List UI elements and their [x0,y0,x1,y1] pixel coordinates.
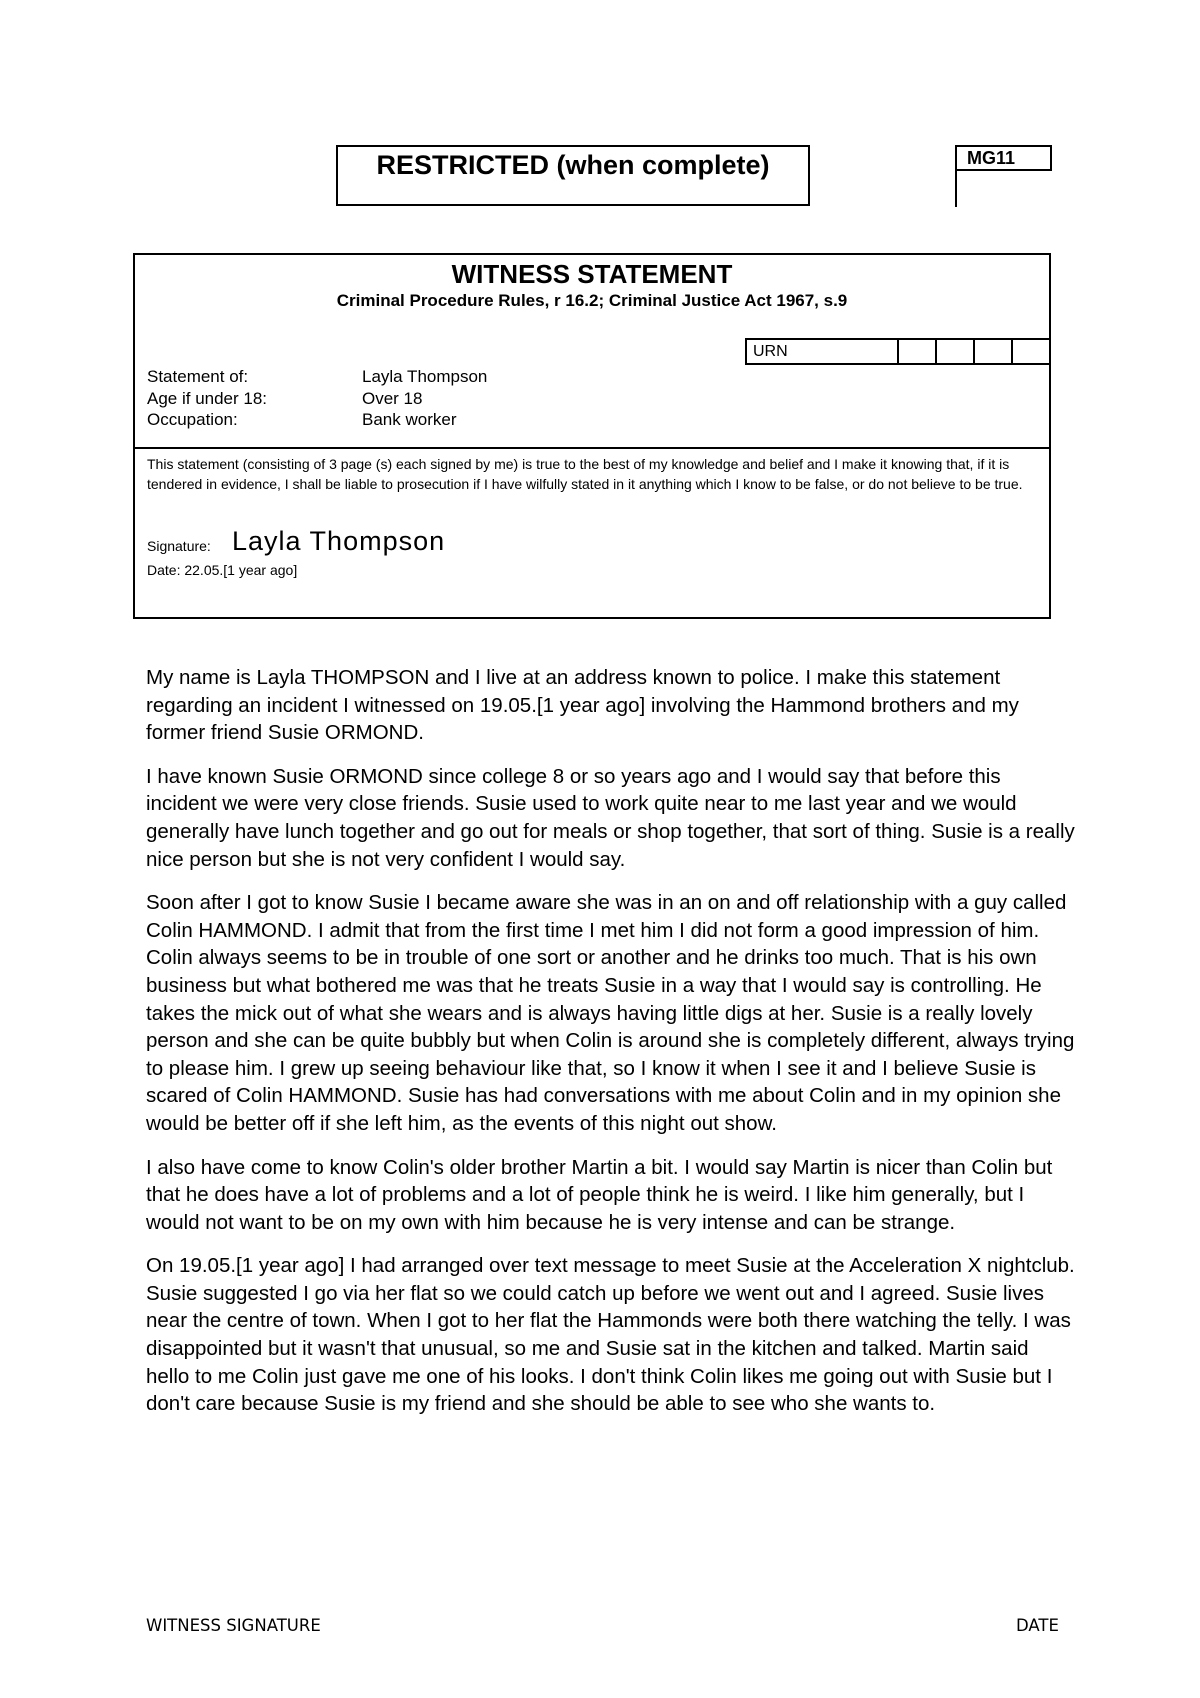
statement-paragraph: I also have come to know Colin's older brother Martin a bit. I would say Martin is nicer than Colin but that he does have a lot of problems and a lot of people think he is weird. I like him generally, but I would not want to be on my own with him because he is very intense and can be strange. [146,1155,1053,1234]
footer-date: DATE [1016,1616,1059,1635]
witness-statement-box [133,253,1051,619]
statement-paragraph: My name is Layla THOMPSON and I live at an address known to police. I make this statement regarding an incident I witnessed on 19.05.[1 year ago] involving the Hammond brothers and my former friend Susie ORMOND. [146,666,1019,745]
form-code-divider [955,170,957,207]
footer-witness-signature: WITNESS SIGNATURE [146,1616,321,1635]
restricted-text: RESTRICTED (when complete) [376,150,770,180]
age-value: Over 18 [362,389,423,408]
statement-paragraph: I have known Susie ORMOND since college 8 or so years ago and I would say that before this incident we were very close friends. Susie used to work quite near to me last year and we would generally have lunch together and go out for meals or shop together, that sort of thing. Susie is a really nice person but she is not very confident I would say. [146,764,1075,871]
urn-label: URN [747,340,899,363]
statement-body [146,664,1076,1434]
witness-statement-title: WITNESS STATEMENT [451,259,733,289]
statement-paragraph: On 19.05.[1 year ago] I had arranged over text message to meet Susie at the Acceleration X nightclub. Susie suggested I go via her flat so we could catch up before we went out and I agreed. Susie lives near the centre of town. When I got to her flat the Hammonds were both there watching the telly. I was disappointed but it wasn't that unusual, so me and Susie sat in the kitchen and talked. Martin said hello to me Colin just gave me one of his looks. I don't think Colin likes me going out with Susie but I don't care because Susie is my friend and she should be able to see who she wants to. [146,1254,1075,1416]
declaration-text: This statement (consisting of 3 page (s) each signed by me) is true to the best of my knowledge and belief and I make it knowing that, if it is tendered in evidence, I shall be liable to prosecution if I have wilfully stated in it anything which I know to be false, or do not believe to be true. [147,456,1023,492]
urn-cell[interactable] [899,340,937,363]
form-code-box [955,145,1052,171]
statement-paragraph: Soon after I got to know Susie I became aware she was in an on and off relationship with a guy called Colin HAMMOND. I admit that from the first time I met him I did not form a good impression of him. Colin always seems to be in trouble of one sort or another and he drinks too much. That is his own business but what bothered me was that he treats Susie in a way that I would say is controlling. He takes the mick out of what she wears and is always having little digs at her. Susie is a really lovely person and she can be quite bubbly but when Colin is around she is completely different, always trying to please him. I grew up seeing behaviour like that, so I know it when I see it and I believe Susie is scared of Colin HAMMOND. Susie has had conversations with me about Colin and in my opinion she would be better off if she left him, as the events of this night out show. [146,891,1075,1135]
signature-value: Layla Thompson [232,526,446,556]
urn-field [745,338,1051,365]
urn-cell[interactable] [937,340,975,363]
occupation-label: Occupation: [147,410,238,429]
statement-of-value: Layla Thompson [362,367,488,386]
statement-of-label: Statement of: [147,367,249,386]
signature-label: Signature: [147,538,211,554]
restricted-banner [336,145,810,206]
form-code: MG11 [967,148,1016,168]
statement-date: Date: 22.05.[1 year ago] [147,562,298,578]
age-label: Age if under 18: [147,389,268,408]
urn-cell[interactable] [1013,340,1051,363]
occupation-value: Bank worker [362,410,457,429]
urn-cell[interactable] [975,340,1013,363]
section-divider [135,447,1049,449]
witness-statement-subtitle: Criminal Procedure Rules, r 16.2; Criminal Justice Act 1967, s.9 [336,291,848,310]
